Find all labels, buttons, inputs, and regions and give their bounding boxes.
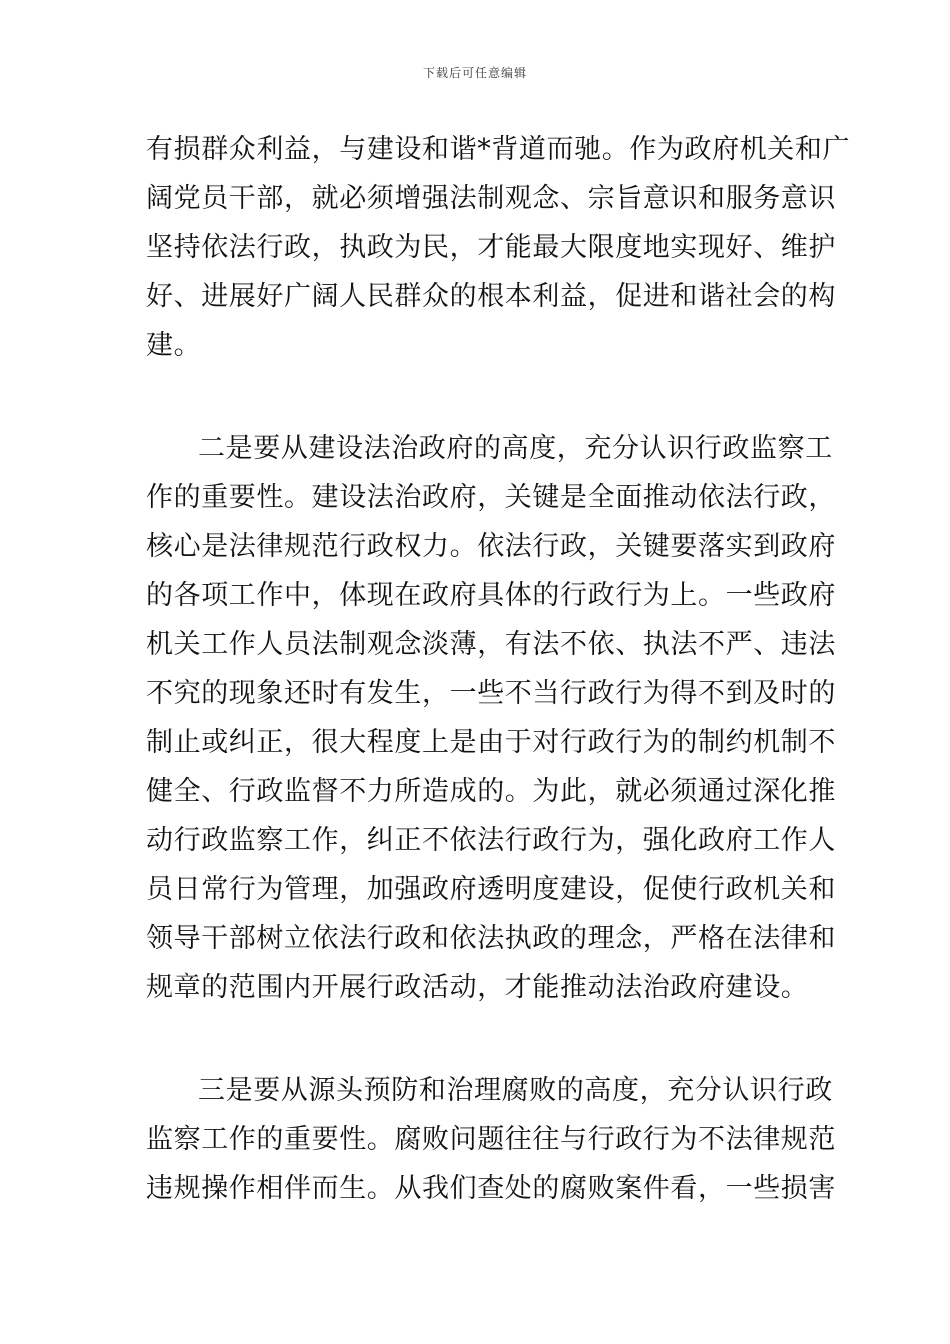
paragraph-1-line-3: 坚持依法行政，执政为民，才能最大限度地实现好、维护 — [146, 232, 836, 263]
paragraph-3-line-3: 违规操作相伴而生。从我们查处的腐败案件看，一些损害 — [146, 1173, 836, 1204]
paragraph-1-line-2: 阔党员干部，就必须增强法制观念、宗旨意识和服务意识 — [146, 183, 836, 214]
paragraph-2-line-8: 健全、行政监督不力所造成的。为此，就必须通过深化推 — [146, 776, 836, 807]
paragraph-2-line-6: 不究的现象还时有发生，一些不当行政行为得不到及时的 — [146, 678, 836, 709]
paragraph-3-line-1: 三是要从源头预防和治理腐败的高度，充分认识行政 — [198, 1075, 833, 1106]
paragraph-2-line-9: 动行政监察工作，纠正不依法行政行为，强化政府工作人 — [146, 825, 836, 856]
page-header: 下载后可任意编辑 — [422, 66, 527, 80]
paragraph-2-line-12: 规章的范围内开展行政活动，才能推动法治政府建设。 — [146, 972, 809, 1003]
paragraph-2-line-11: 领导干部树立依法行政和依法执政的理念，严格在法律和 — [146, 923, 836, 954]
paragraph-2-line-5: 机关工作人员法制观念淡薄，有法不依、执法不严、违法 — [146, 629, 836, 660]
paragraph-1-line-1: 有损群众利益，与建设和谐*背道而驰。作为政府机关和广 — [146, 134, 851, 165]
paragraph-1-line-4: 好、进展好广阔人民群众的根本利益，促进和谐社会的构 — [146, 281, 836, 312]
paragraph-2-line-10: 员日常行为管理，加强政府透明度建设，促使行政机关和 — [146, 874, 836, 905]
paragraph-2-line-3: 核心是法律规范行政权力。依法行政，关键要落实到政府 — [146, 531, 836, 562]
paragraph-1-line-5: 建。 — [146, 330, 202, 361]
paragraph-2-line-7: 制止或纠正，很大程度上是由于对行政行为的制约机制不 — [146, 727, 836, 758]
paragraph-2-line-4: 的各项工作中，体现在政府具体的行政行为上。一些政府 — [146, 580, 836, 611]
paragraph-2-line-1: 二是要从建设法治政府的高度，充分认识行政监察工 — [198, 433, 833, 464]
paragraph-3-line-2: 监察工作的重要性。腐败问题往往与行政行为不法律规范 — [146, 1124, 836, 1155]
paragraph-2-line-2: 作的重要性。建设法治政府，关键是全面推动依法行政， — [146, 482, 836, 513]
